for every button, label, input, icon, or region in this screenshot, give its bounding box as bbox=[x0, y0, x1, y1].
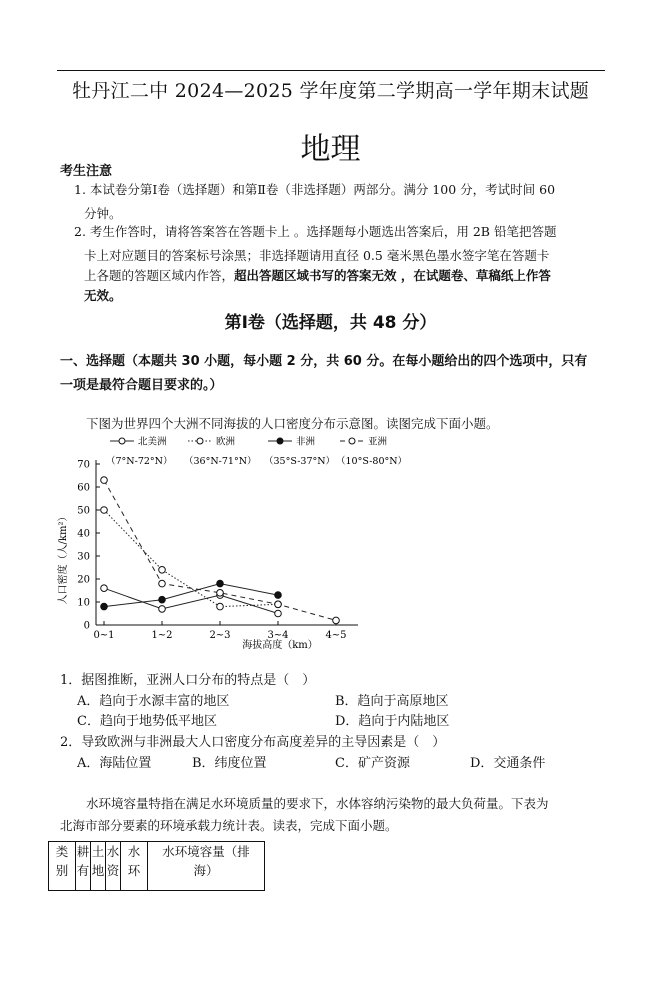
notice-item2-line1: 2. 考生作答时，请将答案答在答题卡上 。选择题每小题选出答案后，用 2B 铅笔把答题 bbox=[74, 224, 557, 239]
legend-entry-range: （7°N-72°N） bbox=[106, 456, 173, 467]
q2-option-a: A．海陆位置 bbox=[77, 756, 152, 771]
data-point bbox=[217, 580, 224, 587]
part1-title: 第Ⅰ卷（选择题，共 48 分） bbox=[224, 313, 437, 333]
legend-entry-range: （36°N-71°N） bbox=[184, 456, 257, 467]
legend-entry-label: 北美洲 bbox=[138, 436, 167, 448]
chart-axes bbox=[77, 460, 358, 642]
environment-capacity-table bbox=[48, 841, 265, 891]
x-axis-label: 海拔高度（km） bbox=[242, 640, 318, 651]
subject-title: 地理 bbox=[300, 132, 361, 167]
y-tick-label: 60 bbox=[77, 482, 90, 494]
legend-entry-range: （10°S-80°N） bbox=[336, 456, 408, 467]
data-point bbox=[159, 596, 166, 603]
x-tick-label: 0~1 bbox=[93, 630, 115, 641]
data-point bbox=[217, 590, 224, 597]
q2-option-d: D．交通条件 bbox=[470, 756, 546, 771]
y-axis-label: 人口密度（人/km²） bbox=[58, 511, 69, 605]
table-cell-water-environment: 水 环 bbox=[121, 842, 148, 891]
section1-line1: 一、选择题（本题共 30 小题，每小题 2 分，共 60 分。在每小题给出的四个选项中，只有 bbox=[60, 354, 588, 369]
passage-line2: 北海市部分要素的环境承载力统计表。读表，完成下面小题。 bbox=[60, 818, 398, 833]
q1-option-c: C．趋向于地势低平地区 bbox=[77, 714, 217, 729]
data-point bbox=[159, 606, 166, 613]
notice-item2-line3 bbox=[84, 264, 551, 288]
legend-entry-label: 亚洲 bbox=[368, 436, 388, 448]
section1-line2: 一项是最符合题目要求的。） bbox=[60, 378, 223, 393]
data-point bbox=[275, 592, 282, 599]
chart-legend bbox=[106, 436, 407, 468]
data-point bbox=[217, 603, 224, 610]
q2-stem: 2．导致欧洲与非洲最大人口密度分布高度差异的主导因素是（ ） bbox=[60, 735, 446, 750]
legend-swatch-marker bbox=[119, 438, 125, 444]
table-cell-cultivated: 耕 有 bbox=[76, 842, 91, 891]
q1-stem: 1．据图推断，亚洲人口分布的特点是（ ） bbox=[60, 673, 316, 688]
q1-option-b: B．趋向于高原地区 bbox=[335, 694, 449, 709]
notice-item2-line4: 无效。 bbox=[84, 288, 122, 303]
series-亚洲 bbox=[101, 477, 340, 624]
y-tick-label: 20 bbox=[77, 574, 90, 586]
data-point bbox=[101, 477, 108, 484]
data-point bbox=[275, 601, 282, 608]
passage-line1: 水环境容量特指在满足水环境质量的要求下，水体容纳污染物的最大负荷量。下表为 bbox=[86, 796, 549, 811]
data-point bbox=[159, 580, 166, 587]
q2-option-c: C．矿产资源 bbox=[335, 756, 410, 771]
x-tick-label: 3~4 bbox=[267, 630, 289, 641]
q2-option-b: B．纬度位置 bbox=[192, 756, 267, 771]
data-point bbox=[101, 603, 108, 610]
y-tick-label: 30 bbox=[77, 551, 90, 563]
y-tick-label: 0 bbox=[83, 620, 90, 632]
legend-entry-label: 欧洲 bbox=[216, 436, 236, 448]
data-point bbox=[159, 567, 166, 574]
notice-item2-line3-normal: 上各题的答题区域内作答， bbox=[84, 268, 235, 283]
legend-entry-range: （35°S-37°N） bbox=[264, 456, 336, 467]
table-cell-water-capacity: 水环境容量（排 海） bbox=[148, 842, 265, 891]
x-tick-label: 4~5 bbox=[325, 630, 347, 641]
x-tick-label: 2~3 bbox=[209, 630, 231, 641]
notice-item1-line1: 1. 本试卷分第Ⅰ卷（选择题）和第Ⅱ卷（非选择题）两部分。满分 100 分，考试时间 60 bbox=[74, 182, 556, 197]
q1-option-d: D．趋向于内陆地区 bbox=[335, 714, 450, 729]
legend-entry-label: 非洲 bbox=[296, 436, 316, 448]
y-tick-label: 10 bbox=[77, 597, 90, 609]
data-point bbox=[275, 610, 282, 617]
chart-series-layer bbox=[101, 477, 340, 624]
table-cell-category: 类 别 bbox=[49, 842, 76, 891]
header-rule bbox=[57, 70, 605, 71]
y-tick-label: 70 bbox=[77, 459, 90, 471]
table-cell-land: 土 地 bbox=[91, 842, 106, 891]
x-tick-label: 1~2 bbox=[151, 630, 173, 641]
legend-swatch-marker bbox=[197, 438, 203, 444]
notice-heading: 考生注意 bbox=[60, 164, 113, 179]
table-cell-water-resource: 水 资 bbox=[106, 842, 121, 891]
population-density-chart bbox=[40, 430, 408, 660]
notice-item1-line2: 分钟。 bbox=[84, 206, 122, 221]
q1-option-a: A．趋向于水源丰富的地区 bbox=[77, 694, 230, 709]
y-tick-label: 40 bbox=[77, 528, 90, 540]
data-point bbox=[333, 617, 340, 624]
series-北美洲 bbox=[101, 585, 282, 617]
series-line bbox=[104, 480, 336, 620]
legend-swatch-marker bbox=[349, 438, 355, 444]
table-row bbox=[49, 842, 265, 891]
notice-item2-line3-bold: 超出答题区域书写的答案无效 ，在试题卷、草稿纸上作答 bbox=[234, 268, 551, 283]
y-tick-label: 50 bbox=[77, 505, 90, 517]
figure-intro: 下图为世界四个大洲不同海拔的人口密度分布示意图。读图完成下面小题。 bbox=[86, 416, 499, 431]
legend-swatch-marker bbox=[277, 438, 283, 444]
series-line bbox=[104, 584, 278, 607]
data-point bbox=[101, 507, 108, 514]
notice-item2-line2: 卡上对应题目的答案标号涂黑；非选择题请用直径 0.5 毫米黑色墨水签字笔在答题卡 bbox=[84, 248, 550, 263]
section1-heading bbox=[60, 350, 610, 398]
data-point bbox=[101, 585, 108, 592]
exam-title: 牡丹江二中 2024—2025 学年度第二学期高一学年期末试题 bbox=[71, 80, 590, 102]
